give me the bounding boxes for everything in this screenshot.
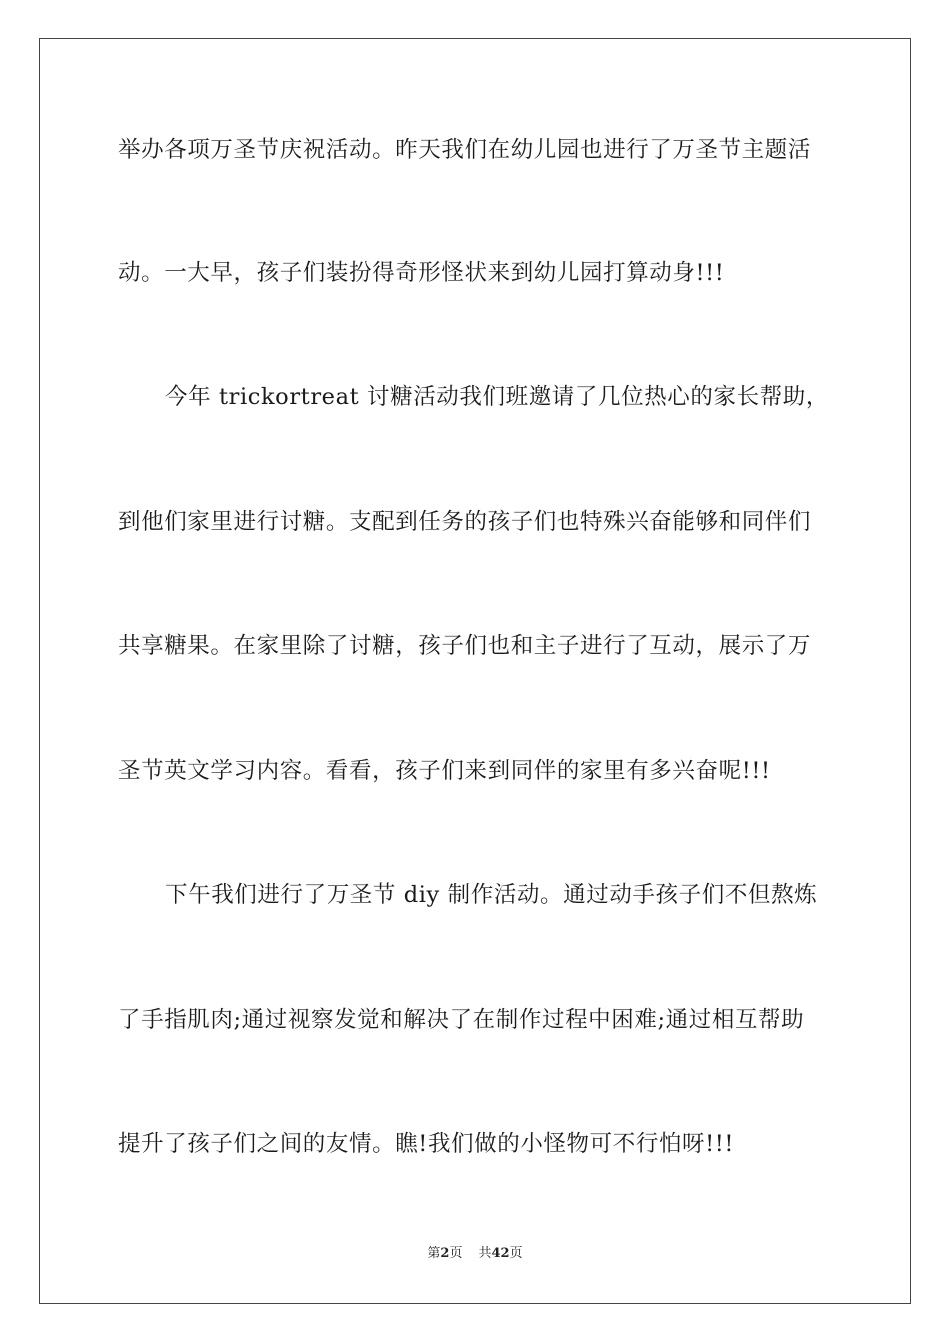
page-footer [0,1245,950,1263]
page-border [39,38,911,1304]
text-line-4: 到他们家里进行讨糖。支配到任务的孩子们也特殊兴奋能够和同伴们 [118,509,812,535]
total-suffix: 页 [509,1246,523,1261]
total-pages-number: 42 [491,1246,510,1261]
text-line-8: 了手指肌肉;通过视察发觉和解决了在制作过程中困难;通过相互帮助 [118,1007,805,1033]
page-suffix: 页 [449,1246,463,1261]
total-prefix: 共 [478,1246,492,1261]
current-page-number: 2 [440,1246,450,1261]
text-line-9: 提升了孩子们之间的友情。瞧!我们做的小怪物可不行怕呀!!! [118,1131,735,1157]
text-line-7-paragraph-start: 下午我们进行了万圣节 diy 制作活动。通过动手孩子们不但熬炼 [165,882,818,908]
text-line-2: 动。一大早，孩子们装扮得奇形怪状来到幼儿园打算动身!!! [118,260,725,286]
page-prefix: 第 [427,1246,441,1261]
text-line-1: 举办各项万圣节庆祝活动。昨天我们在幼儿园也进行了万圣节主题活 [118,137,812,163]
text-line-6: 圣节英文学习内容。看看，孩子们来到同伴的家里有多兴奋呢!!! [118,758,771,784]
text-line-5: 共享糖果。在家里除了讨糖，孩子们也和主子进行了互动，展示了万 [118,633,812,659]
text-line-3-paragraph-start: 今年 trickortreat 讨糖活动我们班邀请了几位热心的家长帮助， [165,384,830,410]
